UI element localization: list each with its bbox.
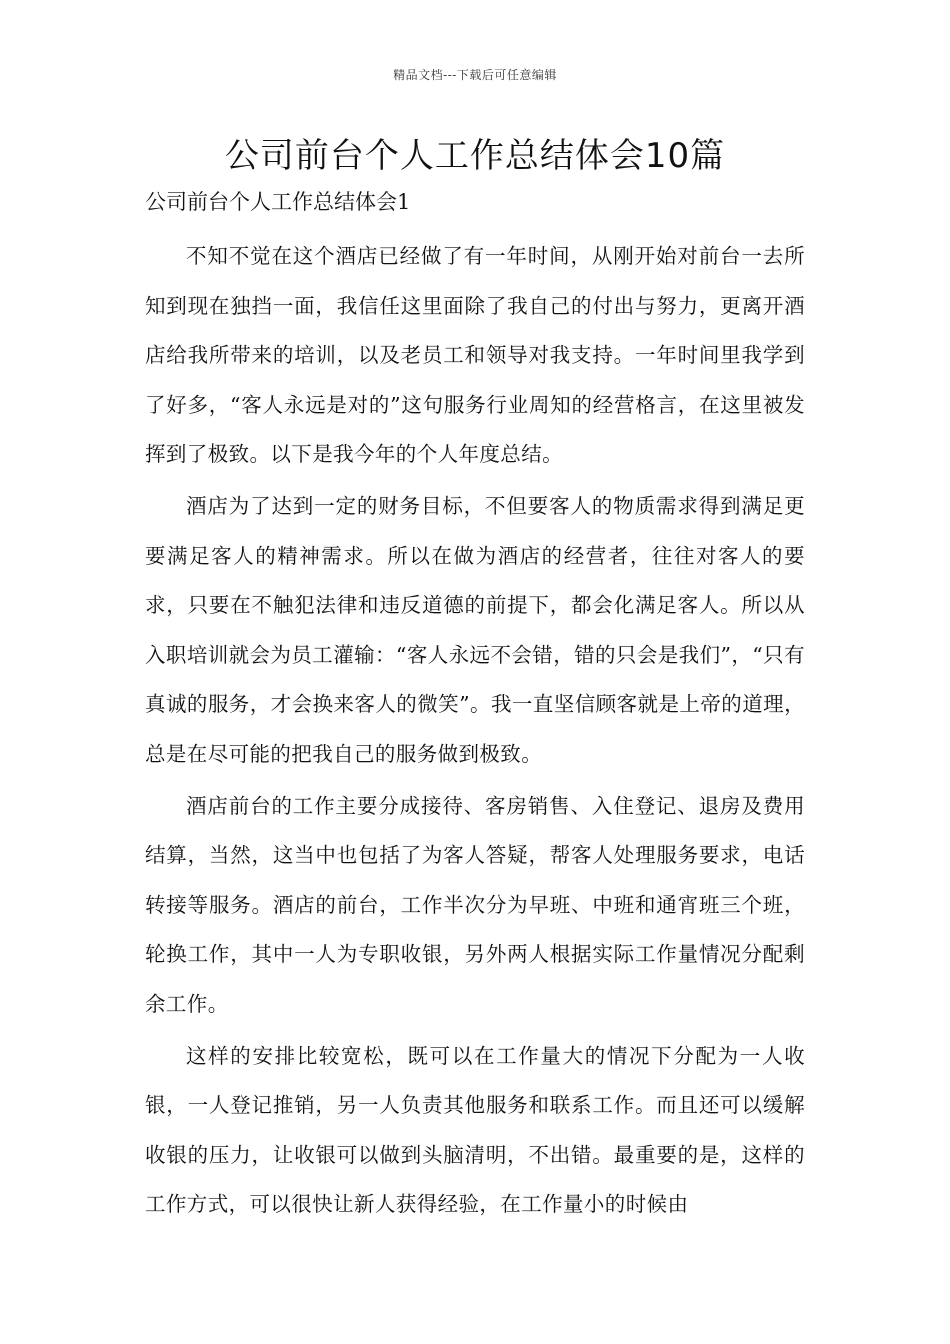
paragraph: 酒店为了达到一定的财务目标，不但要客人的物质需求得到满足更要满足客人的精神需求。所以在做为酒店的经营者，往往对客人的要求，只要在不触犯法律和违反道德的前提下，都会化满足客人。所以从入职培训就会为员工灌输：“客人永远不会错，错的只会是我们”，“只有真诚的服务，才会换来客人的微笑”。我一直坚信顾客就是上帝的道理，总是在尽可能的把我自己的服务做到极致。 [145, 493, 805, 766]
document-body [145, 232, 805, 1232]
document-title: 公司前台个人工作总结体会10篇 [224, 136, 726, 176]
paragraph: 这样的安排比较宽松，既可以在工作量大的情况下分配为一人收银，一人登记推销，另一人负责其他服务和联系工作。而且还可以缓解收银的压力，让收银可以做到头脑清明，不出错。最重要的是，这样的工作方式，可以很快让新人获得经验，在工作量小的时候由 [145, 1043, 805, 1217]
section-heading: 公司前台个人工作总结体会1 [145, 190, 411, 214]
header-note: 精品文档---下载后可任意编辑 [393, 68, 557, 82]
paragraph: 不知不觉在这个酒店已经做了有一年时间，从刚开始对前台一去所知到现在独挡一面，我信任这里面除了我自己的付出与努力，更离开酒店给我所带来的培训，以及老员工和领导对我支持。一年时间里我学到了好多，“客人永远是对的”这句服务行业周知的经营格言，在这里被发挥到了极致。以下是我今年的个人年度总结。 [145, 244, 805, 467]
paragraph: 酒店前台的工作主要分成接待、客房销售、入住登记、退房及费用结算，当然，这当中也包括了为客人答疑，帮客人处理服务要求，电话转接等服务。酒店的前台，工作半次分为早班、中班和通宵班三个班，轮换工作，其中一人为专职收银，另外两人根据实际工作量情况分配剩余工作。 [145, 793, 805, 1016]
